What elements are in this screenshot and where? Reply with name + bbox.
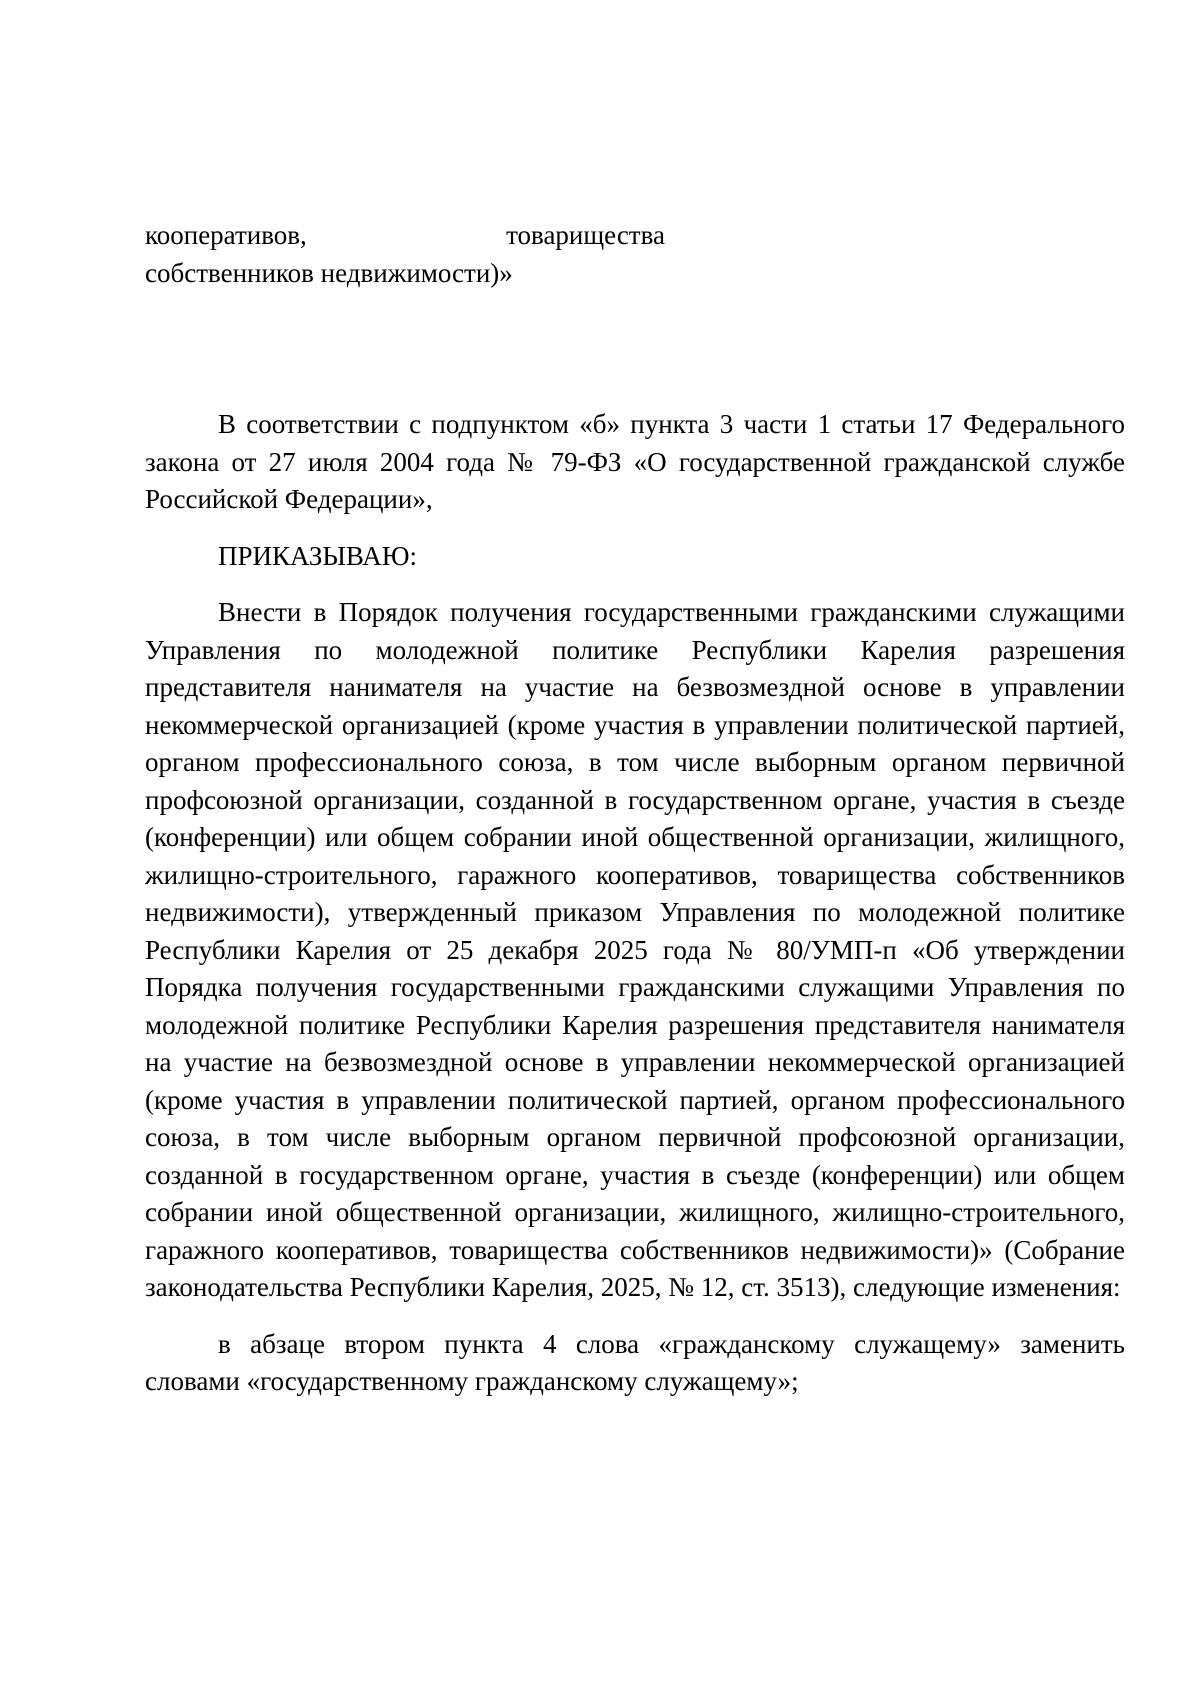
order-word: ПРИКАЗЫВАЮ:: [218, 540, 417, 571]
amendment-paragraph: в абзаце втором пункта 4 слова «гражданскому служащему» заменить словами «государственному гражданскому служащему»;: [145, 1328, 1125, 1396]
title-line-1: [145, 216, 665, 254]
title-word: кооперативов,: [145, 220, 307, 250]
title-fragment: [145, 216, 665, 292]
title-word: товарищества: [506, 220, 665, 250]
document-body: [145, 406, 1125, 1401]
preamble-paragraph: В соответствии с подпунктом «б» пункта 3 части 1 статьи 17 Федерального закона от 27 июля 2004 года № 79-ФЗ «О государственной гражданской службе Российской Федерации»,: [145, 409, 1125, 514]
main-paragraph: Внести в Порядок получения государственными гражданскими служащими Управления по молодежной политике Республики Карелия разрешения представителя нанимателя на участие на безвозмездной основе в управлении некоммерческой организацией (кроме участия в управлении политической партией, органом профессионального союза, в том числе выборным органом первичной профсоюзной организации, созданной в государственном органе, участия в съезде (конференции) или общем собрании иной общественной организации, жилищного, жилищно-строительного, гаражного кооперативов, товарищества собственников недвижимости), утвержденный приказом Управления по молодежной политике Республики Карелия от 25 декабря 2025 года № 80/УМП-п «Об утверждении Порядка получения государственными гражданскими служащими Управления по молодежной политике Республики Карелия разрешения представителя нанимателя на участие на безвозмездной основе в управлении некоммерческой организацией (кроме участия в управлении политической партией, органом профессионального союза, в том числе выборным органом первичной профсоюзной организации, созданной в государственном органе, участия в съезде (конференции) или общем собрании иной общественной организации, жилищного, жилищно-строительного, гаражного кооперативов, товарищества собственников недвижимости)» (Собрание законодательства Республики Карелия, 2025, № 12, ст. 3513), следующие изменения:: [145, 597, 1125, 1302]
title-line-2: собственников недвижимости)»: [145, 258, 513, 288]
